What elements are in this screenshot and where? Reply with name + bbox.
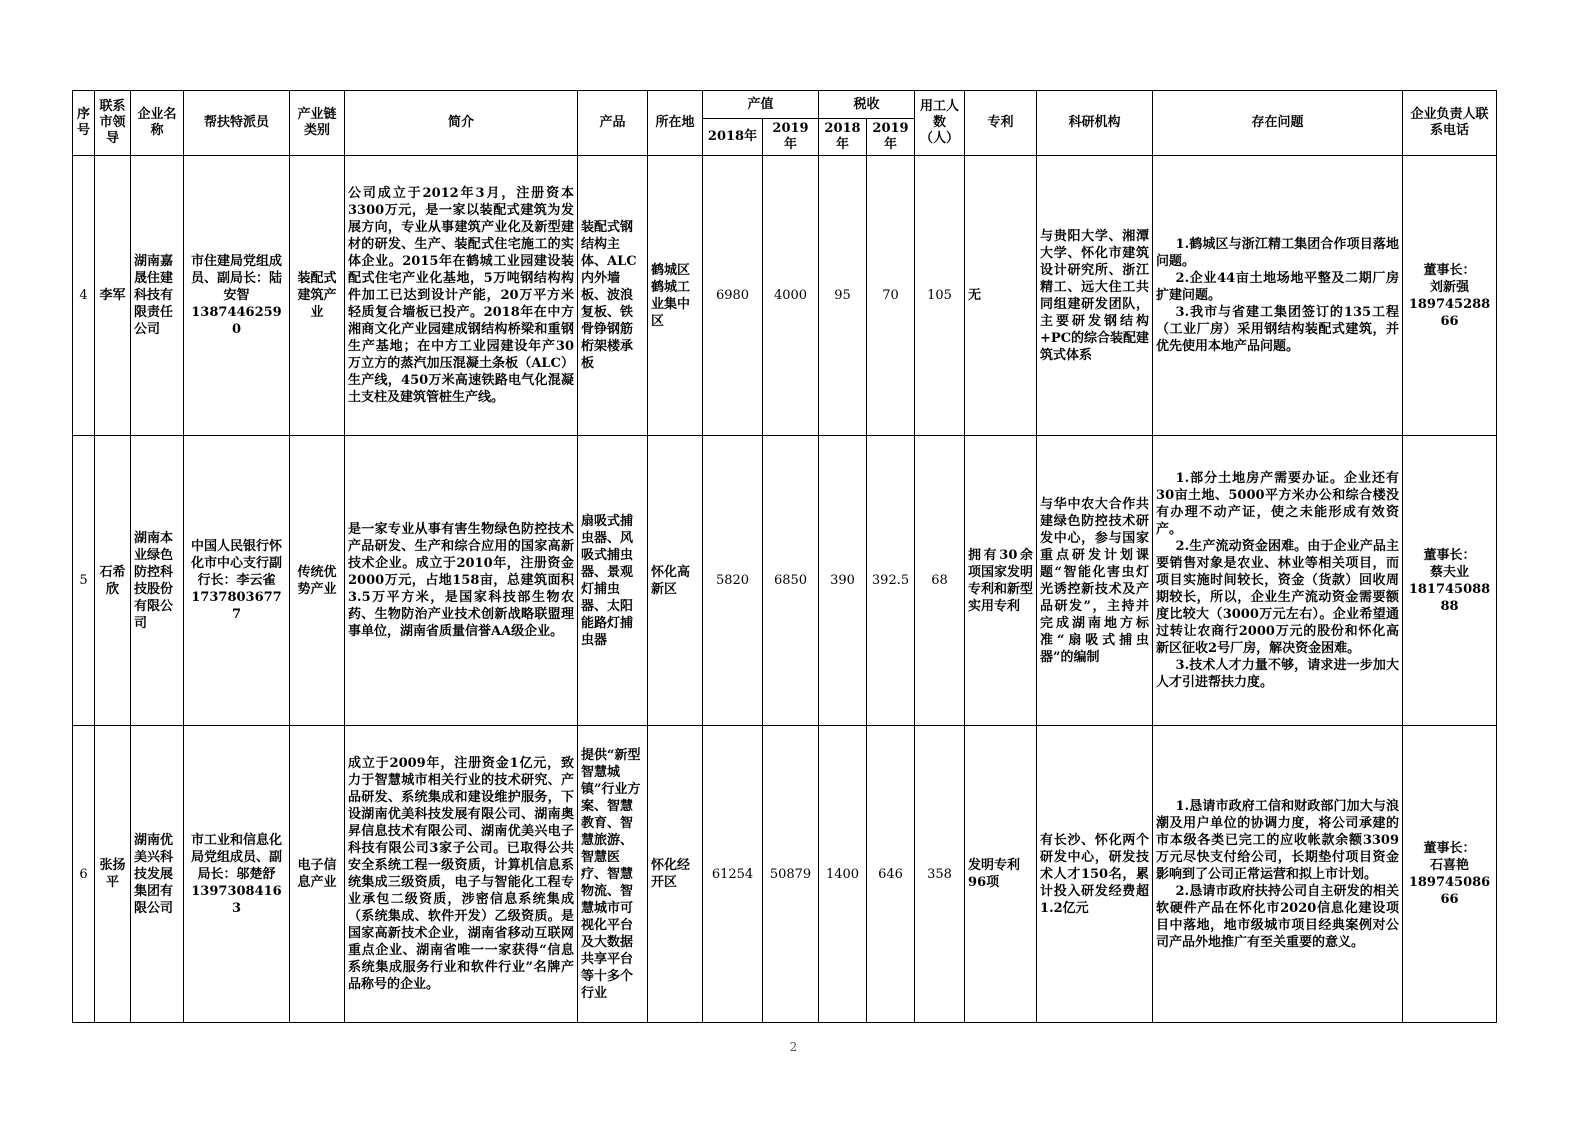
cell-seq: 6 <box>73 726 95 1023</box>
cell-tax-2019: 70 <box>867 156 915 436</box>
cell-contact <box>1403 726 1497 1023</box>
header-employees: 用工人数（人） <box>915 91 965 156</box>
table-row <box>73 436 1497 726</box>
header-tax-2018: 2018年 <box>819 119 867 156</box>
contact-name: 刘新强 <box>1430 279 1470 295</box>
cell-tax-2019: 646 <box>867 726 915 1023</box>
cell-employees: 105 <box>915 156 965 436</box>
header-company: 企业名称 <box>131 91 184 156</box>
problem-line: 1.恳请市政府工信和财政部门加大与浪潮及用户单位的协调力度，将公司承建的市本级各类已完工的应收帐款余额3309万元尽快支付给公司，长期垫付项目资金影响到了公司正常运营和拟上市计划。 <box>1156 798 1400 882</box>
cell-location: 怀化高新区 <box>648 436 703 726</box>
cell-patent: 拥有30余项国家发明专利和新型实用专利 <box>965 436 1037 726</box>
cell-employees: 358 <box>915 726 965 1023</box>
header-leader: 联系市领导 <box>95 91 131 156</box>
cell-contact <box>1403 156 1497 436</box>
header-product: 产品 <box>578 91 648 156</box>
problem-line: 2.企业44亩土地场地平整及二期厂房扩建问题。 <box>1156 271 1400 303</box>
header-output-2019: 2019年 <box>763 119 819 156</box>
cell-tax-2018: 1400 <box>819 726 867 1023</box>
header-seq: 序号 <box>73 91 95 156</box>
cell-patent: 无 <box>965 156 1037 436</box>
cell-product: 提供“新型智慧城镇”行业方案、智慧教育、智慧旅游、智慧医疗、智慧物流、智慧城市可视化平台及大数据共享平台等十多个行业 <box>578 726 648 1023</box>
cell-tax-2018: 390 <box>819 436 867 726</box>
cell-chain: 电子信息产业 <box>290 726 345 1023</box>
contact-phone: 18974508666 <box>1408 875 1491 907</box>
cell-location: 怀化经开区 <box>648 726 703 1023</box>
contact-name: 蔡夫业 <box>1430 564 1470 580</box>
table-row <box>73 156 1497 436</box>
header-intro: 简介 <box>345 91 578 156</box>
cell-output-2019: 4000 <box>763 156 819 436</box>
header-tax-2019: 2019年 <box>867 119 915 156</box>
cell-company: 湖南优美兴科技发展集团有限公司 <box>131 726 184 1023</box>
cell-patent: 发明专利96项 <box>965 726 1037 1023</box>
cell-output-2019: 6850 <box>763 436 819 726</box>
header-location: 所在地 <box>648 91 703 156</box>
cell-envoy: 中国人民银行怀化市中心支行副行长：李云雀17378036777 <box>184 436 290 726</box>
contact-phone: 18174508888 <box>1408 581 1491 614</box>
cell-company: 湖南本业绿色防控科技股份有限公司 <box>131 436 184 726</box>
header-output-2018: 2018年 <box>703 119 763 156</box>
table-row <box>73 726 1497 1023</box>
cell-research: 与华中农大合作共建绿色防控技术研发中心，参与国家重点研发计划课题“智能化害虫灯光诱控新技术及产品研发”，主持并完成湖南地方标准“扇吸式捕虫器”的编制 <box>1037 436 1153 726</box>
problem-line: 1.鹤城区与浙江精工集团合作项目落地问题。 <box>1156 237 1400 269</box>
header-tax: 税收 <box>819 91 915 119</box>
cell-intro: 成立于2009年，注册资金1亿元，致力于智慧城市相关行业的技术研究、产品研发、系统集成和建设维护服务，下设湖南优美科技发展有限公司、湖南奥昇信息技术有限公司、湖南优美兴电子科技有限公司3家子公司。已取得公共安全系统工程一级资质，计算机信息系统集成三级资质，电子与智能化工程专业承包二级资质，涉密信息系统集成（系统集成、软件开发）乙级资质。是国家高新技术企业，湖南省移动互联网重点企业、湖南省唯一一家获得“信息系统集成服务行业和软件行业”名牌产品称号的企业。 <box>345 726 578 1023</box>
cell-problems <box>1153 726 1403 1023</box>
cell-product: 扇吸式捕虫器、风吸式捕虫器、景观灯捕虫器、太阳能路灯捕虫器 <box>578 436 648 726</box>
cell-employees: 68 <box>915 436 965 726</box>
cell-output-2018: 6980 <box>703 156 763 436</box>
cell-problems <box>1153 436 1403 726</box>
problem-line: 2.生产流动资金困难。由于企业产品主要销售对象是农业、林业等相关项目，而项目实施时间较长，资金（货款）回收周期较长，所以，企业生产流动资金需要额度比较大（3000万元左右）。企业希望通过转让农商行2000万元的股份和怀化高新区征收2号厂房，解决资金困难。 <box>1156 539 1400 656</box>
cell-tax-2019: 392.5 <box>867 436 915 726</box>
problem-line: 1.部分土地房产需要办证。企业还有30亩土地、5000平方米办公和综合楼没有办理不动产证，使之未能形成有效资产。 <box>1156 471 1400 537</box>
contact-title: 董事长： <box>1423 547 1476 563</box>
problem-line: 3.我市与省建工集团签订的135工程（工业厂房）采用钢结构装配式建筑，并优先使用本地产品问题。 <box>1156 305 1400 354</box>
cell-chain: 装配式建筑产业 <box>290 156 345 436</box>
cell-company: 湖南嘉晟住建科技有限责任公司 <box>131 156 184 436</box>
page-number: 2 <box>789 1040 798 1054</box>
cell-location: 鹤城区鹤城工业集中区 <box>648 156 703 436</box>
contact-phone: 18974528866 <box>1408 296 1491 329</box>
cell-product: 装配式钢结构主体、ALC内外墙板、波浪复板、铁骨铮钢筋桁架楼承板 <box>578 156 648 436</box>
cell-contact <box>1403 436 1497 726</box>
header-problems: 存在问题 <box>1153 91 1403 156</box>
header-patent: 专利 <box>965 91 1037 156</box>
cell-leader: 石希欣 <box>95 436 131 726</box>
cell-leader: 李军 <box>95 156 131 436</box>
contact-name: 石喜艳 <box>1430 858 1470 873</box>
cell-tax-2018: 95 <box>819 156 867 436</box>
cell-output-2018: 5820 <box>703 436 763 726</box>
cell-research: 与贵阳大学、湘潭大学、怀化市建筑设计研究所、浙江精工、远大住工共同组建研发团队，主要研发钢结构+PC的综合装配建筑式体系 <box>1037 156 1153 436</box>
problem-line: 3.技术人才力量不够，请求进一步加大人才引进帮扶力度。 <box>1156 658 1400 690</box>
cell-output-2019: 50879 <box>763 726 819 1023</box>
header-envoy: 帮扶特派员 <box>184 91 290 156</box>
cell-chain: 传统优势产业 <box>290 436 345 726</box>
header-contact: 企业负责人联系电话 <box>1403 91 1497 156</box>
header-chain: 产业链类别 <box>290 91 345 156</box>
cell-output-2018: 61254 <box>703 726 763 1023</box>
contact-title: 董事长： <box>1423 262 1476 278</box>
cell-envoy: 市住建局党组成员、副局长：陆安智13874462590 <box>184 156 290 436</box>
header-research: 科研机构 <box>1037 91 1153 156</box>
contact-title: 董事长： <box>1423 841 1476 856</box>
enterprise-table <box>72 90 1497 1023</box>
cell-seq: 5 <box>73 436 95 726</box>
cell-leader: 张扬平 <box>95 726 131 1023</box>
cell-problems <box>1153 156 1403 436</box>
cell-intro: 公司成立于2012年3月，注册资本3300万元，是一家以装配式建筑为发展方向，专业从事建筑产业化及新型建材的研发、生产、装配式住宅施工的实体企业。2015年在鹤城工业园建设装配式住宅产业化基地，5万吨钢结构构件加工已达到设计产能，20万平方米轻质复合墙板已投产。2018年在中方湘商文化产业园建成钢结构桥梁和重钢生产基地；在中方工业园建设年产30万立方的蒸汽加压混凝土条板（ALC）生产线，450万米高速铁路电气化混凝土支柱及建筑管桩生产线。 <box>345 156 578 436</box>
header-output: 产值 <box>703 91 819 119</box>
cell-seq: 4 <box>73 156 95 436</box>
cell-envoy: 市工业和信息化局党组成员、副局长：邬楚舒13973084163 <box>184 726 290 1023</box>
cell-intro: 是一家专业从事有害生物绿色防控技术产品研发、生产和综合应用的国家高新技术企业。成立于2010年，注册资金2000万元，占地158亩，总建筑面积3.5万平方米，是国家科技部生物农药、生物防治产业技术创新战略联盟理事单位，湖南省质量信誉AA级企业。 <box>345 436 578 726</box>
cell-research: 有长沙、怀化两个研发中心，研发技术人才150名，累计投入研发经费超1.2亿元 <box>1037 726 1153 1023</box>
problem-line: 2.恳请市政府扶持公司自主研发的相关软硬件产品在怀化市2020信息化建设项目中落地，地市级城市项目经典案例对公司产品外地推广有至关重要的意义。 <box>1156 883 1400 950</box>
